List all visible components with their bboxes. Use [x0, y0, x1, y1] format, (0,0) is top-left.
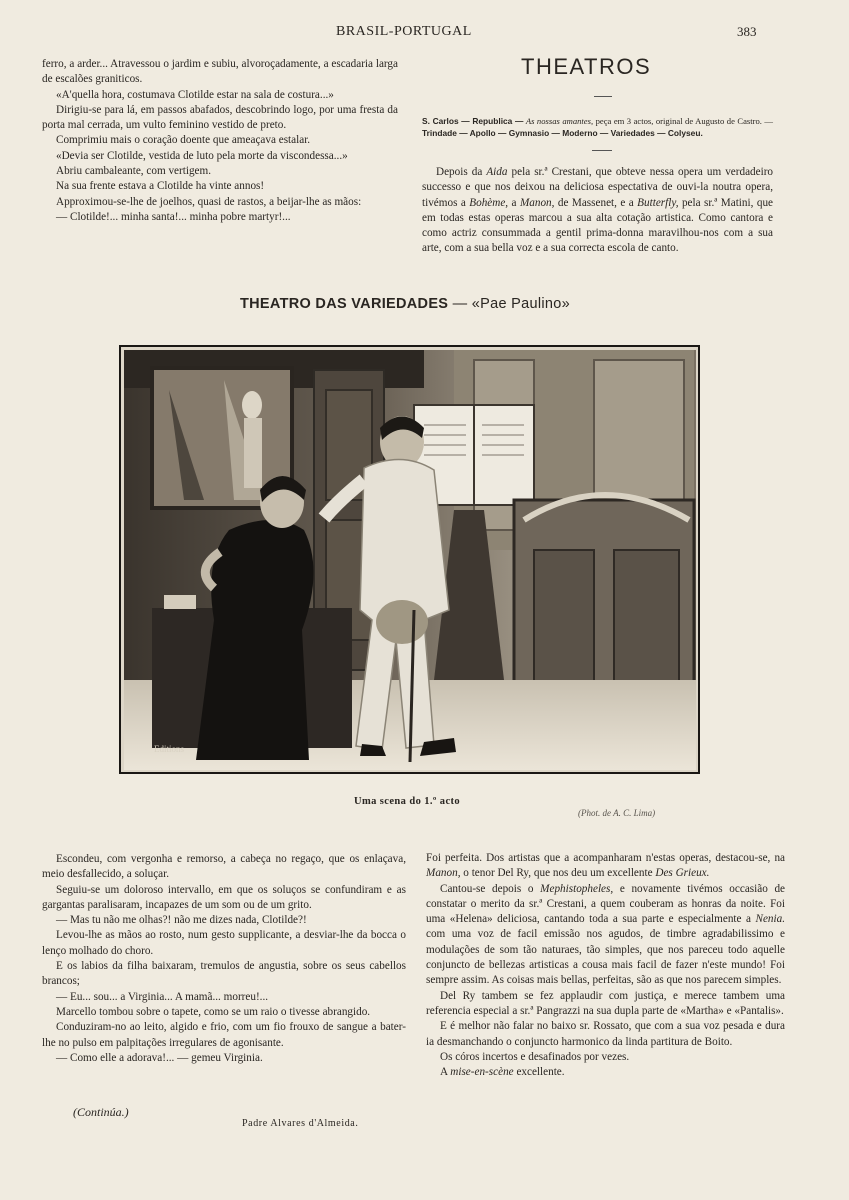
listing-theatres: Trindade — Apollo — Gymnasio — Moderno — Variedades — Colyseu.	[422, 128, 703, 138]
review-paragraph	[426, 882, 785, 989]
review-column-bottom	[426, 851, 785, 1080]
story-paragraph: Conduziram-no ao leito, algido e frio, com um fio frouxo de sangue a bater-lhe no pulso em palpitações irregulares de agonisante.	[42, 1021, 406, 1049]
review-paragraph: Del Ry tambem se fez applaudir com justiça, e merece tambem uma referencia especial a sr.ª Pangrazzi na sua dupla parte de «Martha» e «Pantalis».	[426, 989, 785, 1017]
feature-heading-main: THEATRO DAS VARIEDADES	[240, 296, 449, 312]
feature-heading-play: — «Pae Paulino»	[452, 296, 570, 312]
review-text: de Massenet, e a	[557, 196, 634, 209]
story-paragraph: Levou-lhe as mãos ao rosto, num gesto supplicante, a desviar-lhe da bocca o lenço molhado do choro.	[42, 929, 406, 957]
story-paragraph: ferro, a arder... Atravessou o jardim e subiu, alvoroçadamente, a escadaria larga de escalões graniticos.	[42, 58, 398, 86]
title-rule	[594, 96, 612, 97]
opera-title: Aida	[486, 166, 508, 178]
continued-note: (Continúa.)	[73, 1105, 129, 1119]
review-paragraph	[422, 165, 773, 257]
review-text: excellente.	[516, 1066, 565, 1079]
story-paragraph: Abriu cambaleante, com vertigem.	[56, 165, 212, 178]
story-paragraph: Escondeu, com vergonha e remorso, a cabeça no regaço, que os enlaçava, meio desfallecido, a soluçar.	[42, 853, 406, 881]
story-column-top	[42, 57, 398, 225]
listing-rule	[592, 150, 612, 151]
opera-title: Bohème,	[469, 196, 509, 209]
listing-lead: S. Carlos — Republica —	[422, 116, 524, 126]
story-paragraph: «Devia ser Clotilde, vestida de luto pela morte da viscondessa...»	[56, 149, 348, 162]
photo-credit: (Phot. de A. C. Lima)	[578, 808, 656, 818]
story-paragraph: — Eu... sou... a Virginia... A mamã... morreu!...	[56, 990, 269, 1003]
review-paragraph: E é melhor não falar no baixo sr. Rossato, que com a sua voz pesada e dura ia desmanchando o conjuncto harmonico da linda partitura de Boito.	[426, 1020, 785, 1048]
review-text: A	[440, 1066, 448, 1079]
review-column-top	[422, 165, 773, 257]
photo-illustration	[124, 350, 696, 770]
story-paragraph: — Mas tu não me olhas?! não me dizes nada, Clotilde?!	[56, 914, 307, 927]
story-paragraph: — Como elle a adorava!... — gemeu Virginia.	[56, 1051, 263, 1064]
review-text: pela sr.ª Matini, que em todas estas operas marcou a sua alta cotação artistica. Como cantora e como actriz consummada a gentil prima-donna maravilhou-nos com a sua arte, com a sua bella voz e a sua correcta escola de canto.	[422, 196, 773, 255]
review-text: o tenor Del Ry, que nos deu um excellente	[463, 867, 653, 880]
running-title: BRASIL-PORTUGAL	[336, 24, 472, 39]
review-text: com uma voz de facil emissão nos agudos, de timbre agradabilissimo e modulações de som tão naturaes, tão simples, que nos pareceu todo aquelle conjuncto de bellezas artisticas a cousa mais facil de fazer n'este mundo! Foi sempre assim. As coisas mais bellas, perfeitas, são as que nos parecem simples.	[426, 928, 785, 987]
review-text: pela sr.ª Crestani, que obteve nessa opera um verdadeiro successo e que nos deixou na deliciosa espectativa de ouvi-la noutra opera, tivémos a	[422, 166, 774, 209]
listing-details: peça em 3 actos, original de Augusto de Castro. —	[595, 116, 774, 126]
story-paragraph: «A'quella hora, costumava Clotilde estar na sala de costura...»	[56, 88, 334, 101]
review-paragraph: Os córos incertos e desafinados por vezes.	[440, 1050, 630, 1063]
opera-title: Manon,	[519, 196, 555, 209]
author-signature: Padre Alvares d'Almeida.	[242, 1118, 359, 1129]
story-paragraph: Marcello tombou sobre o tapete, como se um raio o tivesse abrangido.	[56, 1005, 371, 1018]
opera-title: Mephistopheles,	[540, 882, 614, 895]
stage-photograph	[119, 345, 700, 774]
story-paragraph: Dirigiu-se para lá, em passos abafados, descobrindo logo, por uma fresta da porta mal cerrada, um vulto feminino vestido de preto.	[42, 103, 398, 132]
photo-caption: Uma scena do 1.º acto	[354, 796, 461, 807]
opera-title: Manon,	[426, 867, 461, 880]
photographer-mark: Editions	[154, 744, 185, 754]
story-paragraph: Na sua frente estava a Clotilde ha vinte annos!	[56, 180, 265, 193]
story-paragraph: — Clotilde!... minha santa!... minha pobre martyr!...	[56, 210, 291, 223]
story-paragraph: E os labios da filha baixaram, tremulos de angustia, sobre os seus cabellos brancos;	[42, 960, 406, 988]
review-paragraph	[426, 851, 785, 882]
opera-title: Butterfly,	[637, 196, 679, 209]
feature-heading	[240, 296, 640, 312]
story-paragraph: Seguiu-se um doloroso intervallo, em que os soluços se confundiram e as gargantas paralisaram, incapazes de um som ou de um grito.	[42, 883, 406, 911]
review-text: a	[511, 196, 517, 209]
review-text: Cantou-se depois o	[440, 882, 534, 895]
review-paragraph	[426, 1065, 785, 1080]
foreign-term: mise-en-scène	[450, 1066, 514, 1079]
story-column-bottom	[42, 852, 406, 1066]
theatre-listing	[422, 115, 773, 139]
story-paragraph: Approximou-se-lhe de joelhos, quasi de rastos, a beijar-lhe as mãos:	[56, 195, 362, 208]
role-title: Des Grieux.	[655, 867, 710, 880]
aria-title: Nenia.	[755, 913, 786, 926]
theatros-title: THEATROS	[521, 54, 652, 79]
review-text: Foi perfeita. Dos artistas que a acompanharam n'estas operas, destacou-se, na	[426, 852, 785, 864]
review-text: Depois da	[436, 166, 483, 178]
page-number: 383	[737, 24, 757, 39]
listing-play-title: As nossas amantes,	[525, 116, 594, 126]
story-paragraph: Comprimiu mais o coração doente que ameaçava estalar.	[56, 134, 311, 147]
review-text: e novamente tivémos occasião de constatar o merito da sr.ª Crestani, a quem couberam as honras da noite. Foi uma «Helena» deliciosa, cantando toda a sua parte e especialmente a	[426, 882, 786, 926]
